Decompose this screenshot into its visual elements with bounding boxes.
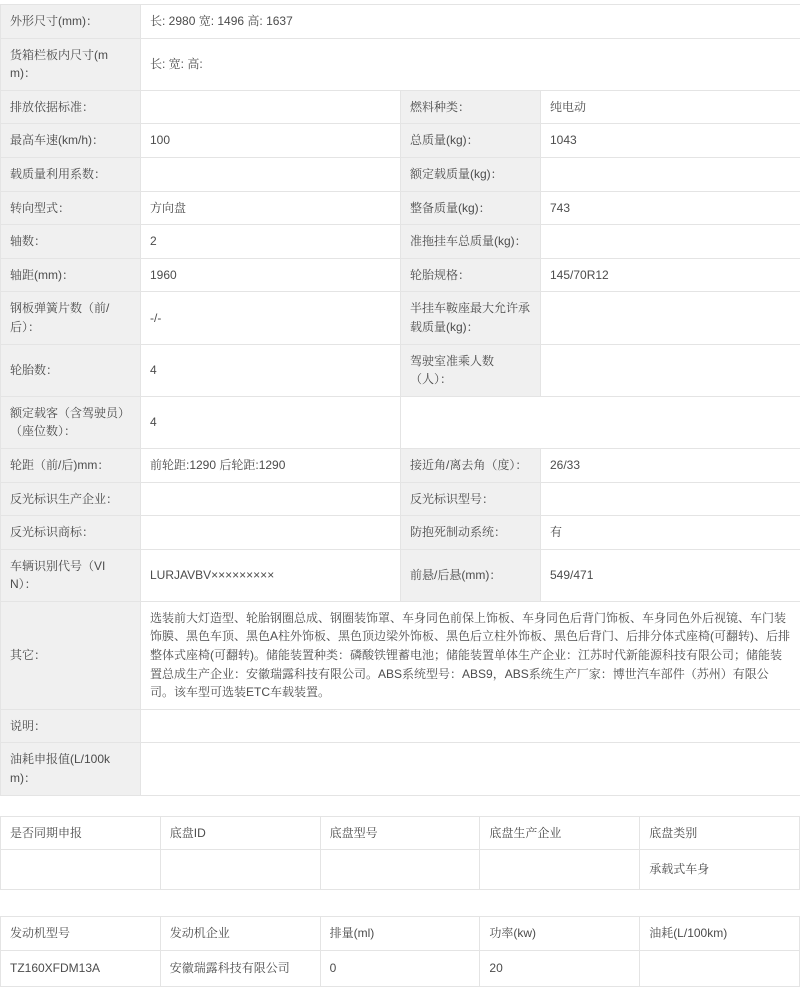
spec-row [1,38,800,90]
spec-label: 额定载质量(kg)： [401,157,541,191]
spec-label: 说明： [1,709,141,743]
spec-value [541,157,800,191]
spec-label: 油耗申报值(L/100km)： [1,743,141,795]
spec-value [141,482,401,516]
spec-row [1,549,800,601]
spec-label: 轴距(mm)： [1,258,141,292]
spec-label: 防抱死制动系统： [401,516,541,550]
main-spec-table-body [1,5,800,796]
spec-row [1,396,800,448]
spec-label: 反光标识商标： [1,516,141,550]
spec-label: 车辆识别代号（VIN）： [1,549,141,601]
spec-label: 反光标识型号： [401,482,541,516]
chassis-cell [1,850,161,890]
spec-row [1,191,800,225]
engine-header-cell: 发动机型号 [1,917,161,951]
spec-row [1,124,800,158]
engine-header-row [1,917,800,951]
spec-value: 100 [141,124,401,158]
spec-value [541,225,800,259]
chassis-header-cell: 底盘型号 [320,816,480,850]
chassis-table-body [1,850,800,890]
chassis-cell [480,850,640,890]
engine-table-header [1,917,800,951]
engine-header-cell: 发动机企业 [160,917,320,951]
spec-value: 前轮距:1290 后轮距:1290 [141,448,401,482]
chassis-header-cell: 底盘ID [160,816,320,850]
spec-row [1,601,800,709]
spec-row [1,482,800,516]
chassis-header-row [1,816,800,850]
spec-row [1,448,800,482]
spec-row [1,516,800,550]
engine-cell [640,950,800,986]
spec-value [141,90,401,124]
spec-value: 1043 [541,124,800,158]
chassis-table-header [1,816,800,850]
chassis-header-cell: 底盘类别 [640,816,800,850]
spec-value: 4 [141,396,401,448]
spec-value: 743 [541,191,800,225]
spec-label: 载质量利用系数： [1,157,141,191]
spec-value [541,344,800,396]
spec-value [401,396,800,448]
spec-label: 货箱栏板内尺寸(mm)： [1,38,141,90]
spec-value [541,482,800,516]
spec-label: 外形尺寸(mm)： [1,5,141,39]
engine-row [1,950,800,986]
spec-value: LURJAVBV××××××××× [141,549,401,601]
spec-row [1,5,800,39]
vehicle-spec-page [0,4,800,987]
spec-label: 反光标识生产企业： [1,482,141,516]
chassis-cell [160,850,320,890]
spec-value: 选装前大灯造型、轮胎钢圈总成、钢圈装饰罩、车身同色前保上饰板、车身同色后背门饰板、车身同色外后视镜、车门装饰膜、黑色车顶、黑色A柱外饰板、黑色顶边梁外饰板、黑色后立柱外饰板、黑色后背门、后排分体式座椅(可翻转)、后排整体式座椅(可翻转)。储能装置种类：磷酸铁锂蓄电池；储能装置单体生产企业：江苏时代新能源科技有限公司；储能装置总成生产企业：安徽瑞露科技有限公司。ABS系统型号：ABS9，ABS系统生产厂家：博世汽车部件（苏州）有限公司。该车型可选装ETC车载装置。 [141,601,800,709]
spec-label: 轮胎数： [1,344,141,396]
spec-label: 半挂车鞍座最大允许承载质量(kg)： [401,292,541,344]
spec-label: 轮距（前/后)mm： [1,448,141,482]
spec-row [1,225,800,259]
spec-label: 燃料种类： [401,90,541,124]
engine-header-cell: 油耗(L/100km) [640,917,800,951]
engine-cell: 20 [480,950,640,986]
spec-value: 26/33 [541,448,800,482]
spec-label: 其它： [1,601,141,709]
spec-value [141,516,401,550]
spec-row [1,292,800,344]
engine-cell: TZ160XFDM13A [1,950,161,986]
engine-cell: 0 [320,950,480,986]
spec-label: 总质量(kg)： [401,124,541,158]
spec-value: -/- [141,292,401,344]
engine-cell: 安徽瑞露科技有限公司 [160,950,320,986]
spec-value: 方向盘 [141,191,401,225]
spec-label: 前悬/后悬(mm)： [401,549,541,601]
spec-value: 549/471 [541,549,800,601]
spec-row [1,90,800,124]
spec-label: 准拖挂车总质量(kg)： [401,225,541,259]
spec-label: 驾驶室准乘人数（人）： [401,344,541,396]
spec-value: 长: 宽: 高: [141,38,800,90]
engine-table-body [1,950,800,986]
spec-label: 轮胎规格： [401,258,541,292]
spec-value: 1960 [141,258,401,292]
spec-row [1,258,800,292]
spec-row [1,709,800,743]
main-spec-table [0,4,800,796]
spec-value [541,292,800,344]
engine-table [0,916,800,987]
spec-value [141,709,800,743]
spec-label: 最高车速(km/h)： [1,124,141,158]
spec-value: 145/70R12 [541,258,800,292]
chassis-cell: 承载式车身 [640,850,800,890]
spec-value: 2 [141,225,401,259]
spec-value [141,743,800,795]
spec-label: 轴数： [1,225,141,259]
spec-value: 长: 2980 宽: 1496 高: 1637 [141,5,800,39]
spec-row [1,157,800,191]
chassis-table [0,816,800,891]
spec-label: 额定载客（含驾驶员）（座位数）： [1,396,141,448]
chassis-row [1,850,800,890]
spec-row [1,743,800,795]
spec-label: 转向型式： [1,191,141,225]
spec-row [1,344,800,396]
spec-value: 4 [141,344,401,396]
spec-label: 接近角/离去角（度）： [401,448,541,482]
spec-label: 排放依据标准： [1,90,141,124]
spec-label: 钢板弹簧片数（前/后）： [1,292,141,344]
engine-header-cell: 排量(ml) [320,917,480,951]
spec-value [141,157,401,191]
spec-value: 纯电动 [541,90,800,124]
spec-value: 有 [541,516,800,550]
chassis-header-cell: 底盘生产企业 [480,816,640,850]
chassis-cell [320,850,480,890]
spec-label: 整备质量(kg)： [401,191,541,225]
engine-header-cell: 功率(kw) [480,917,640,951]
chassis-header-cell: 是否同期申报 [1,816,161,850]
